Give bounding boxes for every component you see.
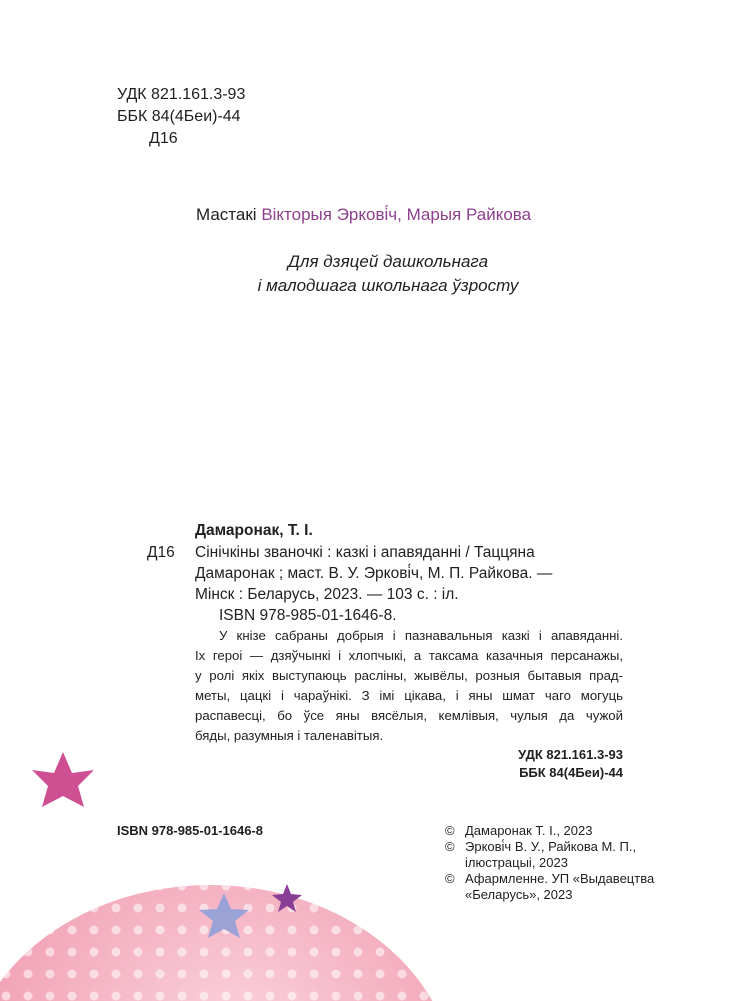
audience-line-2: і малодшага школьнага ўзросту	[257, 276, 519, 295]
card-line-2: Дамаронак ; маст. В. У. Эркові́ч, М. П. Райкова. —	[195, 565, 553, 582]
annotation-line: Іх героі — дзяўчынкі і хлопчыкі, а таксама казачныя персанажы,	[195, 648, 623, 663]
copyright-icon: ©	[445, 823, 455, 838]
annotation-line: меты, цацкі і чараўнікі. З імі цікава, і яны шмат чаго могуць	[195, 688, 623, 703]
copyright-text: Эркові́ч В. У., Райкова М. П.,	[465, 839, 637, 854]
copyright-entry-continued	[445, 887, 654, 903]
annotation-line: бяды, разумныя і таленавітыя.	[195, 728, 384, 743]
copyright-entry	[445, 871, 654, 887]
artists-line	[196, 205, 531, 225]
copyright-block	[445, 823, 654, 903]
annotation-line: распавесці, бо ўсе яны вясёлыя, кемлівыя, чулыя да чужой	[195, 708, 623, 723]
isbn-footer: ISBN 978-985-01-1646-8	[117, 823, 263, 838]
udk-code: УДК 821.161.3-93	[117, 86, 246, 103]
card-line-3: Мінск : Беларусь, 2023. — 103 с. : іл.	[195, 586, 459, 603]
annotation	[195, 626, 623, 746]
artists-label: Мастакі	[196, 205, 257, 224]
copyright-icon: ©	[445, 839, 455, 854]
copyright-text: ілюстрацыі, 2023	[465, 855, 568, 870]
audience-line-1: Для дзяцей дашкольнага	[287, 252, 489, 271]
card-mark: Д16	[147, 544, 175, 561]
artists-names: Вікторыя Эркові́ч, Марыя Райкова	[261, 205, 532, 224]
copyright-entry-continued	[445, 855, 654, 871]
copyright-icon: ©	[445, 871, 455, 886]
bottom-codes	[423, 746, 623, 782]
bottom-udk: УДК 821.161.3-93	[518, 747, 623, 762]
bbk-code: ББК 84(4Беи)-44	[117, 108, 241, 125]
annotation-line: у ролі якіх выступаюць расліны, жывёлы, розныя бытавыя прад-	[195, 668, 623, 683]
pink-star-icon	[32, 752, 94, 807]
card-isbn: ISBN 978-985-01-1646-8.	[219, 607, 397, 624]
annotation-line: У кнізе сабраны добрыя і пазнавальныя казкі і апавяданні.	[219, 628, 623, 643]
author-mark: Д16	[149, 130, 178, 147]
copyright-text: Дамаронак Т. І., 2023	[465, 823, 593, 838]
copyright-entry	[445, 823, 654, 839]
bottom-bbk: ББК 84(4Беи)-44	[519, 765, 623, 780]
card-line-1: Сінічкіны званочкі : казкі і апавяданні / Таццяна	[195, 544, 535, 561]
copyright-text: «Беларусь», 2023	[465, 887, 573, 902]
copyright-entry	[445, 839, 654, 855]
card-author: Дамаронак, Т. І.	[195, 522, 313, 539]
copyright-text: Афармленне. УП «Выдавецтва	[465, 871, 655, 886]
audience-note	[168, 250, 608, 298]
